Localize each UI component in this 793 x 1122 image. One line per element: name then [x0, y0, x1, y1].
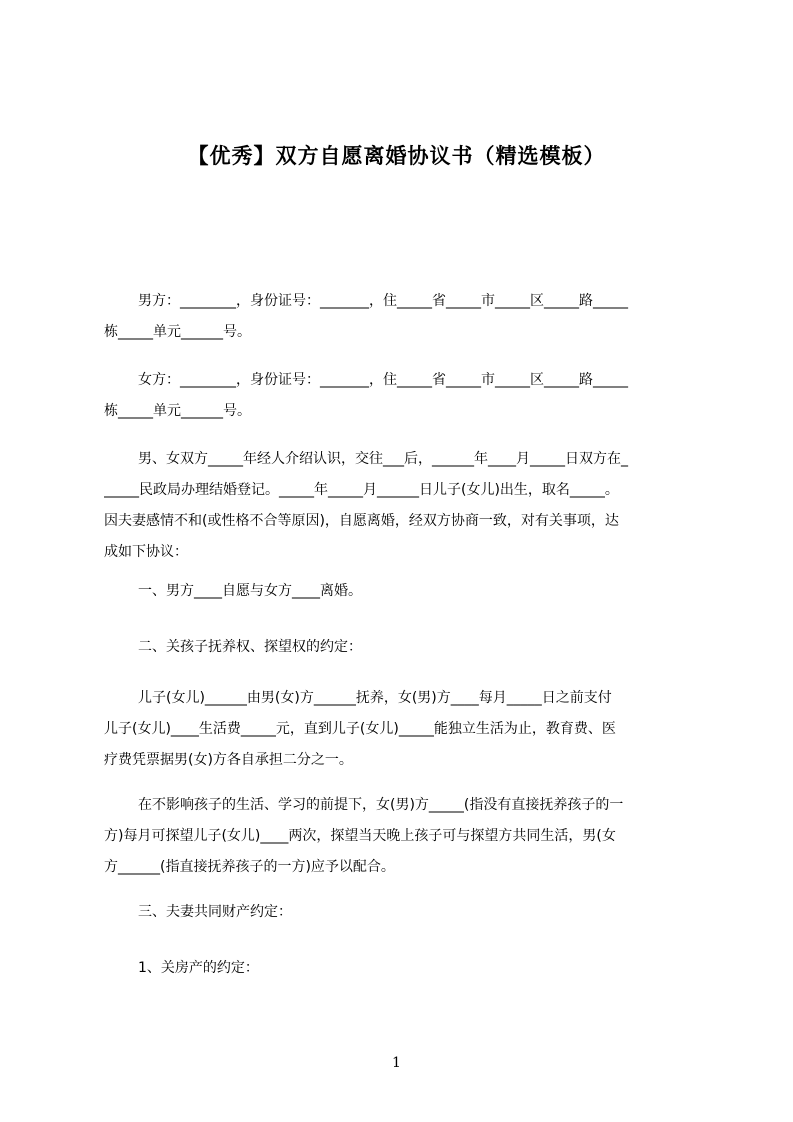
paragraph-line: 成如下协议：	[104, 544, 188, 560]
paragraph-line: 1、关房产的约定：	[138, 960, 259, 976]
marriage-background-paragraph	[104, 444, 702, 568]
article-three-heading	[104, 897, 702, 928]
visitation-paragraph	[104, 790, 702, 883]
paragraph-line: 男方：________，身份证号：_______，住_____省_____市_____区_____路_____	[138, 293, 628, 309]
document-title: 【优秀】双方自愿离婚协议书（精选模板）	[187, 144, 606, 168]
paragraph-line: 方)每月可探望儿子(女儿)____两次，探望当天晚上孩子可与探望方共同生活，男(女	[104, 828, 616, 844]
custody-paragraph	[104, 683, 702, 776]
article-two-heading	[104, 632, 702, 663]
article-one	[104, 576, 702, 607]
paragraph-line: 女方：________，身份证号：_______，住_____省_____市_____区_____路_____	[138, 372, 628, 388]
paragraph-line: 因夫妻感情不和(或性格不合等原因)，自愿离婚，经双方协商一致，对有关事项，达	[104, 513, 619, 529]
paragraph-line: 男、女双方_____年经人介绍认识，交往___后，______年____月_____日双方在_	[138, 451, 628, 467]
paragraph-line: _____民政局办理结婚登记。_____年_____月______日儿子(女儿)出生，取名_____。	[104, 482, 619, 498]
property-item-one	[104, 953, 702, 984]
paragraph-line: 儿子(女儿)____生活费_____元，直到儿子(女儿)_____能独立生活为止，教育费、医	[104, 721, 616, 737]
paragraph-line: 三、夫妻共同财产约定：	[138, 904, 292, 920]
paragraph-line: 二、关孩子抚养权、探望权的约定：	[138, 639, 362, 655]
paragraph-line: 方______(指直接抚养孩子的一方)应予以配合。	[104, 859, 395, 875]
paragraph-line: 疗费凭票据男(女)方各自承担二分之一。	[104, 752, 353, 768]
paragraph-line: 一、男方____自愿与女方____离婚。	[138, 583, 362, 599]
paragraph-line: 栋_____单元______号。	[104, 324, 251, 340]
paragraph-line: 栋_____单元______号。	[104, 403, 251, 419]
paragraph-line: 儿子(女儿)______由男(女)方______抚养，女(男)方____每月_____日之前支付	[138, 690, 612, 706]
husband-info-paragraph	[104, 286, 702, 348]
page-number: 1	[392, 1055, 401, 1071]
paragraph-line: 在不影响孩子的生活、学习的前提下，女(男)方_____(指没有直接抚养孩子的一	[138, 797, 624, 813]
wife-info-paragraph	[104, 365, 702, 427]
